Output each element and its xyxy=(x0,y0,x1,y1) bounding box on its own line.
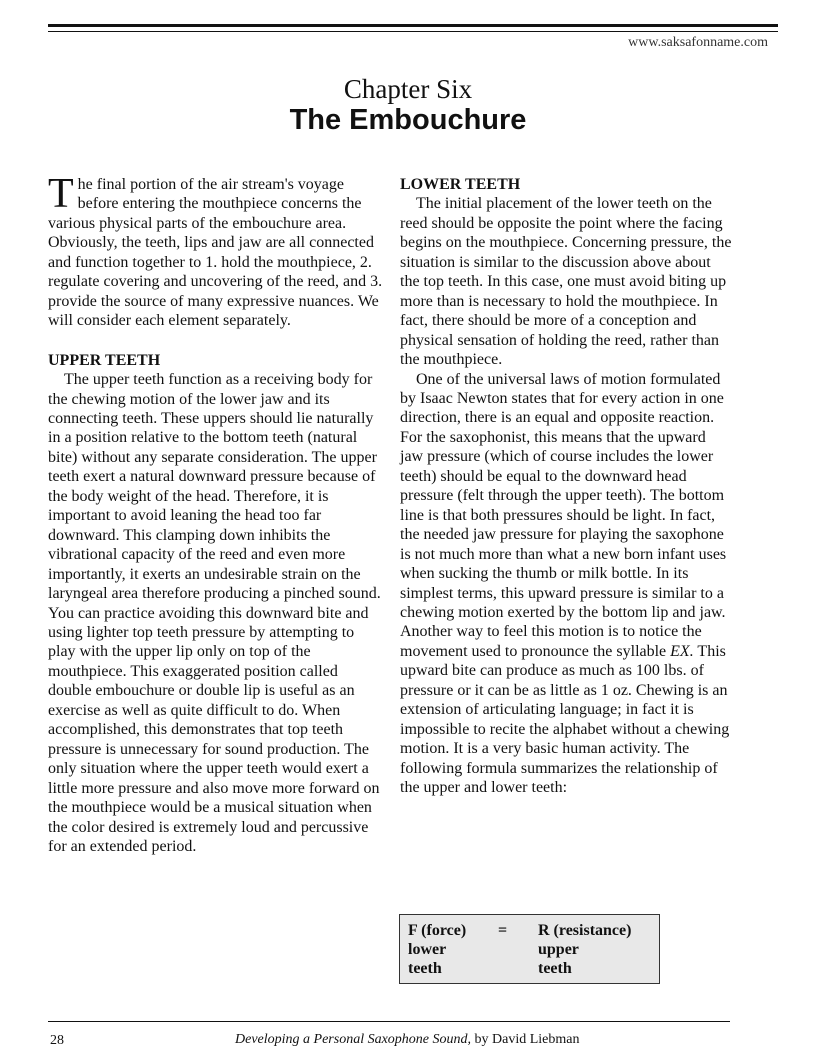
formula-teeth-left: teeth xyxy=(408,960,442,977)
bottom-rule xyxy=(48,1021,730,1022)
formula-upper: upper xyxy=(538,941,579,958)
chapter-title: The Embouchure xyxy=(289,104,527,136)
left-column xyxy=(48,171,383,856)
syllable-example: EX. xyxy=(670,642,694,660)
page-number: 28 xyxy=(50,1033,64,1048)
top-rule-thin xyxy=(48,31,778,32)
author: by David Liebman xyxy=(474,1032,580,1047)
top-rule-thick xyxy=(48,24,778,27)
intro-paragraph xyxy=(48,171,383,331)
formula-equals: = xyxy=(498,922,508,939)
formula-teeth-right: teeth xyxy=(538,960,572,977)
right-column xyxy=(400,175,732,798)
formula-box xyxy=(399,914,660,984)
formula-force: F (force) xyxy=(408,922,467,939)
footer-credit xyxy=(235,1032,580,1048)
chapter-label: Chapter Six xyxy=(343,74,473,104)
drop-cap: T xyxy=(48,171,74,217)
lower-teeth-heading: LOWER TEETH xyxy=(400,176,521,193)
site-url: www.saksafonname.com xyxy=(628,35,768,50)
lower-teeth-paragraph-2 xyxy=(400,370,732,798)
upper-teeth-heading: UPPER TEETH xyxy=(48,351,161,369)
newton-text: One of the universal laws of motion formulated by Isaac Newton states that for every action in one direction, there is an equal and opposite reaction. For the saxophonist, this means that the upward jaw pressure (which of course includes the lower teeth) should be equal to the downward head pressure (felt through the upper teeth). The bottom line is that both pressures should be light. In fact, the needed jaw pressure for playing the saxophone is not much more than what a new born infant uses when sucking the thumb or milk bottle. In its simplest terms, this upward pressure is similar to a chewing motion exerted by the bottom lip and jaw. Another way to feel this motion is to notice the movement used to pronounce the syllable xyxy=(400,370,727,660)
upper-teeth-body: The upper teeth function as a receiving body for the chewing motion of the lower jaw and its connecting teeth. These uppers should lie naturally in a position relative to the bottom teeth (natural bite) without any separate consideration. The upper teeth exert a natural downward pressure because of the body weight of the head. Therefore, it is important to avoid leaning the head too far downward. This clamping down inhibits the vibrational capacity of the reed and even more importantly, it exerts an undesirable strain on the laryngeal area therefore producing a pinched sound. You can practice avoiding this downward bite and using lighter top teeth pressure by attempting to play with the upper lip only on top of the mouthpiece. This exaggerated position called double embouchure or double lip is useful as an exercise as well as quite difficult to do. When accomplished, this demonstrates that top teeth pressure is unnecessary for sound production. The only situation where the upper teeth would exert a little more pressure and also move more forward on the mouthpiece would be a musical situation when the color desired is extremely loud and percussive for an extended period. xyxy=(48,371,381,855)
lower-teeth-paragraph-1: The initial placement of the lower teeth on the reed should be opposite the point where the facing begins on the mouthpiece. Concerning pressure, the situation is similar to the discussion above about the top teeth. In this case, one must avoid biting up more than is necessary to hold the mouthpiece. In fact, there should be more of a conception and physical sensation of holding the reed, rather than the mouthpiece. xyxy=(400,195,732,369)
chewing-text: This upward bite can produce as much as 100 lbs. of pressure or it can be as little as 1 oz. Chewing is an extension of articulating language; in fact it is impossible to recite the alphabet without a chewing motion. It is a very basic human activity. The following formula summarizes the relationship of the upper and lower teeth: xyxy=(400,642,730,797)
formula-resistance: R (resistance) xyxy=(538,922,632,939)
book-title: Developing a Personal Saxophone Sound, xyxy=(235,1032,472,1047)
intro-text: he final portion of the air stream's voyage before entering the mouthpiece concerns the various physical parts of the embouchure area. Obviously, the teeth, lips and jaw are all connected and function together to 1. hold the mouthpiece, 2. regulate covering and uncovering of the reed, and 3. provide the source of many expressive nuances. We will consider each element separately. xyxy=(48,176,383,330)
formula-lower: lower xyxy=(408,941,447,958)
